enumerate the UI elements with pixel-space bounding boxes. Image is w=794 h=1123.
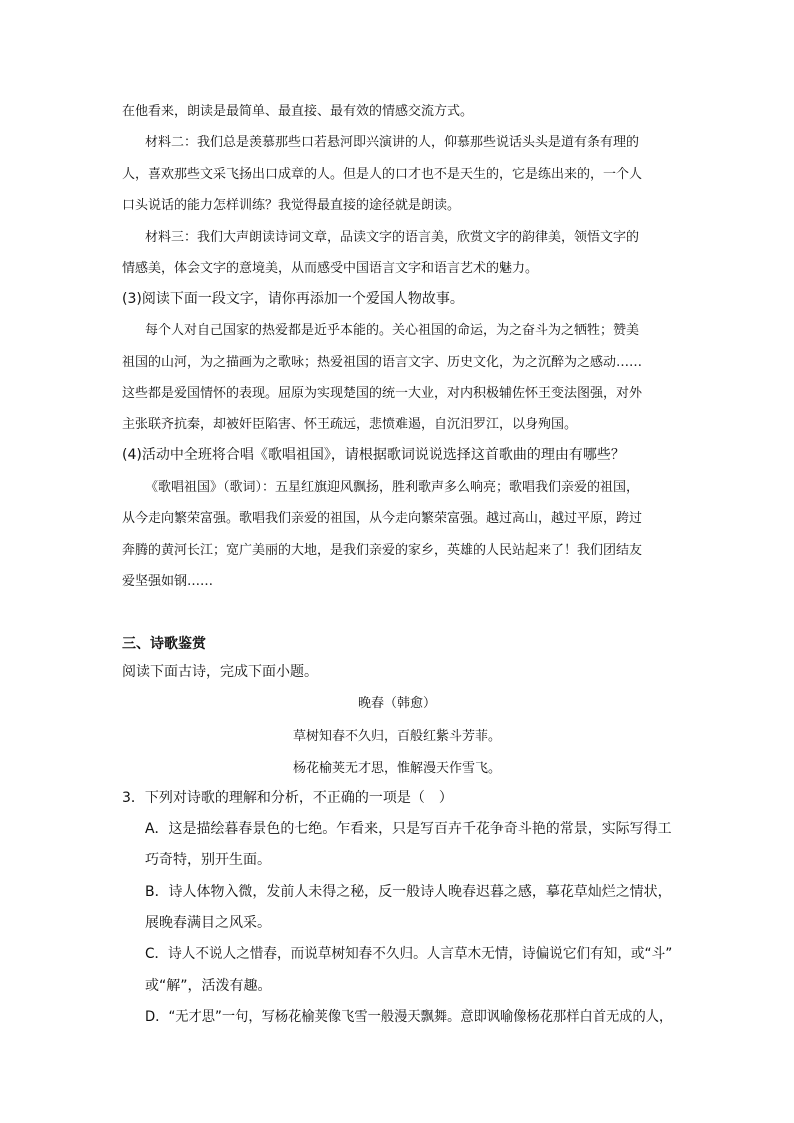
poem-line-1: 草树知春不久归，百般红紫斗芳菲。 <box>292 729 501 744</box>
option-c-line-1[interactable]: C．诗人不说人之惜春，而说草树知春不久归。人言草木无情，诗偏说它们有知，或“斗” <box>145 946 673 962</box>
q3-passage-line-4: 主张联齐抗秦，却被奸臣陷害、怀王疏远，悲愤难遏，自沉汨罗江，以身殉国。 <box>122 417 578 432</box>
section3-instruction: 阅读下面古诗，完成下面小题。 <box>122 664 318 680</box>
q3-passage-line-2: 祖国的山河，为之描画为之歌咏；热爱祖国的语言文字、历史文化，为之沉醉为之感动…… <box>122 355 643 370</box>
q4-lyrics-line-4: 爱坚强如钢…… <box>122 574 214 589</box>
q3-passage-line-3: 这些都是爱国情怀的表现。屈原为实现楚国的统一大业，对内积极辅佐怀王变法图强，对外 <box>122 386 643 401</box>
q3-passage-line-1: 每个人对自己国家的热爱都是近乎本能的。关心祖国的命运，为之奋斗为之牺牲；赞美 <box>145 323 640 338</box>
option-b-line-2[interactable]: 展晚春满目之风采。 <box>145 915 271 931</box>
q4-lyrics-line-3: 奔腾的黄河长江；宽广美丽的大地，是我们亲爱的家乡，英雄的人民站起来了！我们团结友 <box>122 543 643 558</box>
option-b-line-1[interactable]: B．诗人体物入微，发前人未得之秘，反一般诗人晚春迟暮之感，摹花草灿烂之情状， <box>145 884 672 900</box>
material1-tail: 在他看来，朗读是最简单、最直接、最有效的情感交流方式。 <box>122 104 474 119</box>
q4-prompt: (4)活动中全班将合唱《歌唱祖国》，请根据歌词说说选择这首歌曲的理由有哪些？ <box>122 447 625 463</box>
q4-lyrics-line-1: 《歌唱祖国》（歌词）：五星红旗迎风飘扬，胜利歌声多么响亮；歌唱我们亲爱的祖国， <box>145 480 640 495</box>
material2-line-1: 材料二：我们总是羡慕那些口若悬河即兴演讲的人，仰慕那些说话头头是道有条有理的 <box>145 135 640 150</box>
option-d-line-1[interactable]: D．“无才思”一句，写杨花榆荚像飞雪一般漫天飘舞。意即讽喻像杨花那样白首无成的人， <box>145 1009 673 1025</box>
section3-title: 三、诗歌鉴赏 <box>122 636 206 652</box>
q4-lyrics-line-2: 从今走向繁荣富强。歌唱我们亲爱的祖国，从今走向繁荣富强。越过高山，越过平原，跨过 <box>122 511 643 526</box>
material3-line-1: 材料三：我们大声朗读诗词文章，品读文字的语言美，欣赏文字的韵律美，领悟文字的 <box>145 230 640 245</box>
q3-prompt: (3)阅读下面一段文字，请你再添加一个爱国人物故事。 <box>122 291 464 307</box>
option-c-line-2[interactable]: 或“解”，活泼有趣。 <box>145 978 272 994</box>
poem-line-2: 杨花榆荚无才思，惟解漫天作雪飞。 <box>292 761 501 776</box>
option-a-line-2[interactable]: 巧奇特，别开生面。 <box>145 852 271 868</box>
material3-line-2: 情感美，体会文字的意境美，从而感受中国语言文字和语言艺术的魅力。 <box>122 261 539 276</box>
poem-title: 晚春（韩愈） <box>357 696 436 711</box>
material2-line-2: 人，喜欢那些文采飞扬出口成章的人。但是人的口才也不是天生的，它是练出来的，一个人 <box>122 167 643 182</box>
material2-line-3: 口头说话的能力怎样训练？我觉得最直接的途径就是朗读。 <box>122 198 461 213</box>
question-3: 3．下列对诗歌的理解和分析，不正确的一项是（ ） <box>122 790 453 806</box>
option-a-line-1[interactable]: A．这是描绘暮春景色的七绝。乍看来，只是写百卉千花争奇斗艳的常景，实际写得工 <box>145 821 672 837</box>
